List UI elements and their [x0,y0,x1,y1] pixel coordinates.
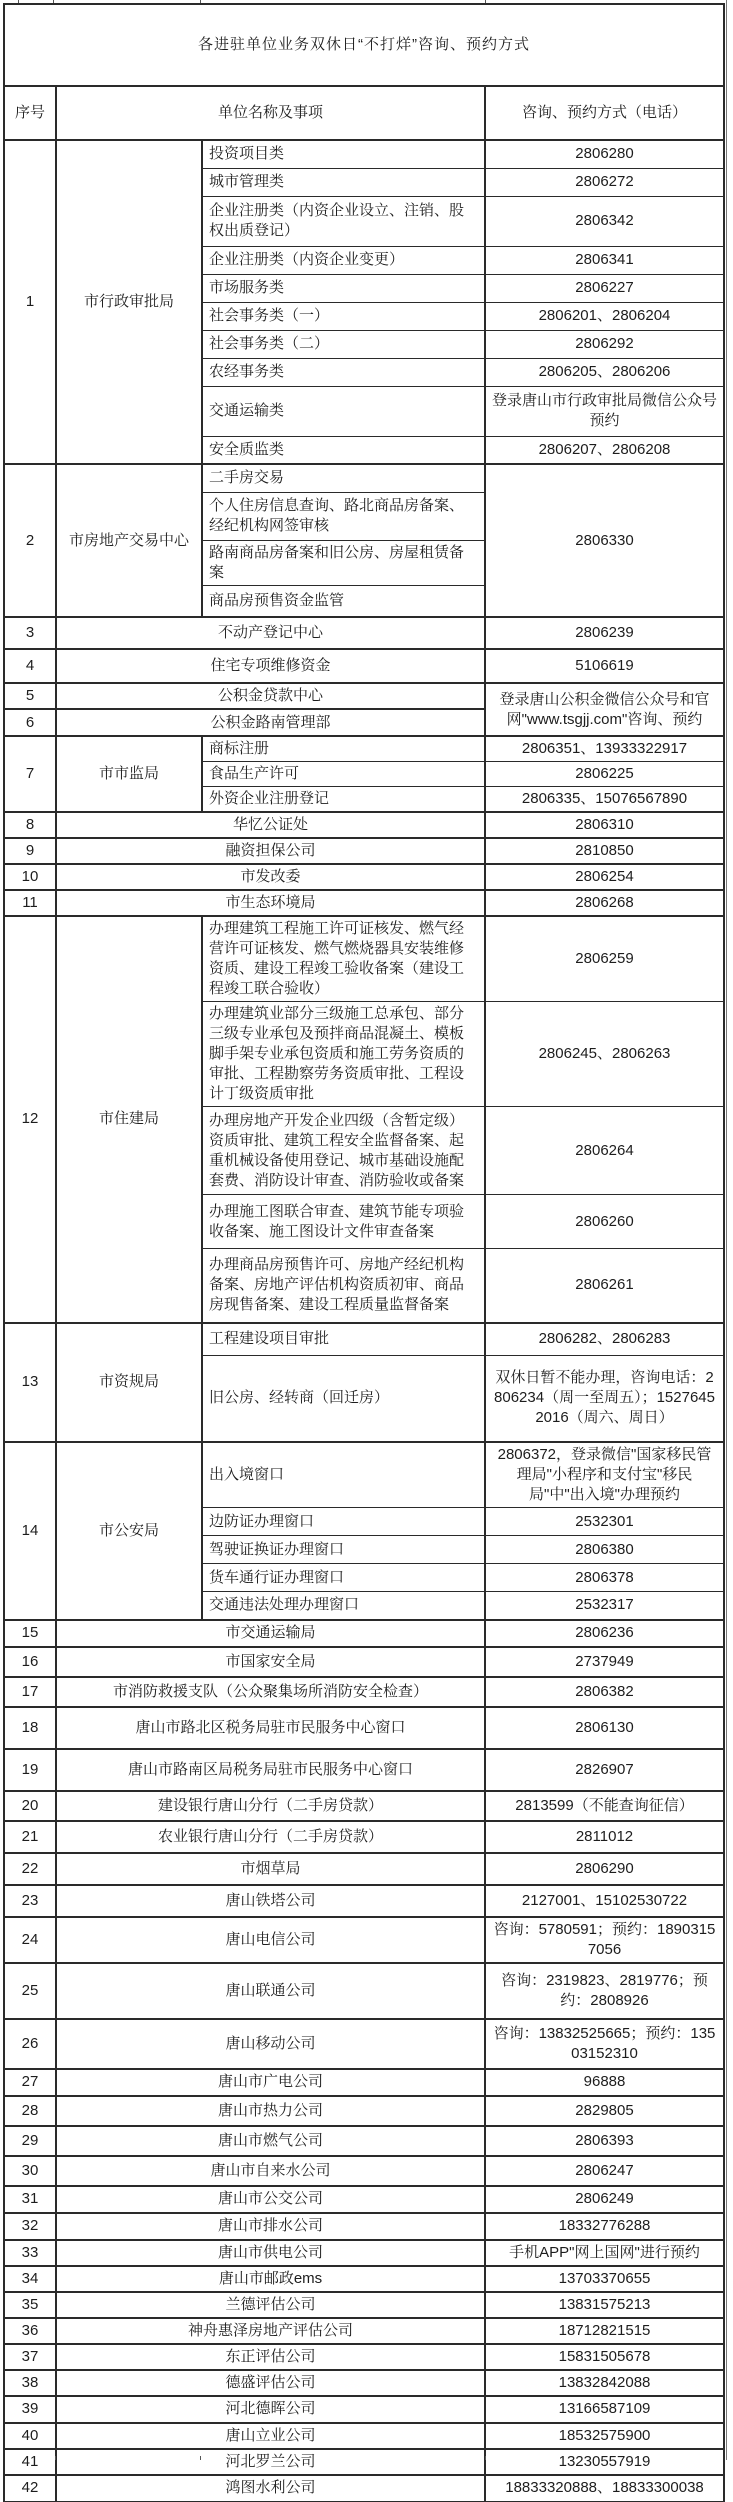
unit-row [4,2370,724,2396]
phone-cell: 2806292 [485,330,724,358]
unit-row [4,1885,724,1917]
phone-cell: 2826907 [485,1749,724,1791]
unit-name-cell: 市市监局 [56,736,202,812]
item-cell: 社会事务类（二） [202,330,485,358]
item-cell: 外资企业注册登记 [202,787,485,813]
item-cell: 交通运输类 [202,386,485,436]
unit-row [4,2069,724,2096]
row-number-cell: 17 [4,1677,56,1707]
unit-row [4,1677,724,1707]
phone-cell: 5106619 [485,649,724,683]
unit-row [4,2186,724,2213]
phone-cell: 2806382 [485,1677,724,1707]
unit-row [4,2156,724,2186]
phone-cell: 2806342 [485,196,724,246]
phone-cell: 2806254 [485,864,724,890]
unit-name-cell: 农业银行唐山分行（二手房贷款） [56,1821,485,1853]
unit-row [4,2266,724,2292]
row-number-cell: 26 [4,2019,56,2069]
item-cell: 市场服务类 [202,274,485,302]
row-number-cell: 36 [4,2318,56,2344]
unit-name-cell: 东正评估公司 [56,2344,485,2370]
unit-name-cell: 唐山市路北区税务局驻市民服务中心窗口 [56,1707,485,1749]
row-number-cell: 13 [4,1323,56,1442]
unit-name-cell: 唐山市邮政ems [56,2266,485,2292]
phone-cell: 2806245、2806263 [485,1002,724,1107]
phone-cell: 手机APP"网上国网"进行预约 [485,2240,724,2266]
row-number-cell: 35 [4,2292,56,2318]
gridline-fragment [200,2456,201,2460]
unit-name-cell: 市住建局 [56,916,202,1323]
unit-name-cell: 唐山立业公司 [56,2423,485,2449]
unit-name-cell: 不动产登记中心 [56,617,485,649]
phone-cell: 2806335、15076567890 [485,787,724,813]
unit-name-cell: 唐山铁塔公司 [56,1885,485,1917]
item-cell: 交通违法处理办理窗口 [202,1592,485,1620]
phone-cell: 2806272 [485,168,724,196]
row-number-cell: 30 [4,2156,56,2186]
phone-cell: 登录唐山公积金微信公众号和官网"www.tsgjj.com"咨询、预约 [485,683,724,736]
unit-name-cell: 唐山联通公司 [56,1963,485,2019]
item-cell: 驾驶证换证办理窗口 [202,1536,485,1564]
gridline-fragment [485,0,486,3]
unit-row [4,2423,724,2449]
unit-item-row [4,464,724,492]
phone-cell: 2806282、2806283 [485,1323,724,1356]
phone-cell: 2806225 [485,762,724,787]
phone-cell: 2806393 [485,2126,724,2156]
header-row [4,86,724,140]
row-number-cell: 21 [4,1821,56,1853]
unit-name-cell: 德盛评估公司 [56,2370,485,2396]
phone-cell: 2806205、2806206 [485,358,724,386]
row-number-cell: 23 [4,1885,56,1917]
phone-cell: 咨询：5780591；预约：18903157056 [485,1917,724,1963]
item-cell: 企业注册类（内资企业变更） [202,246,485,274]
row-number-cell: 2 [4,464,56,617]
unit-name-cell: 兰德评估公司 [56,2292,485,2318]
row-number-cell: 29 [4,2126,56,2156]
phone-cell: 18833320888、18833300038 [485,2475,724,2502]
row-number-cell: 37 [4,2344,56,2370]
row-number-cell: 5 [4,683,56,709]
unit-name-cell: 唐山市广电公司 [56,2069,485,2096]
phone-cell: 2806372，登录微信"国家移民管理局"小程序和支付宝"移民局"中"出入境"办理预约 [485,1442,724,1508]
unit-name-cell: 河北德晖公司 [56,2396,485,2423]
row-number-cell: 11 [4,890,56,916]
phone-cell: 2806341 [485,246,724,274]
phone-cell: 2810850 [485,838,724,864]
unit-row [4,1853,724,1885]
row-number-cell: 39 [4,2396,56,2423]
phone-cell: 2806236 [485,1620,724,1647]
unit-name-cell: 住宅专项维修资金 [56,649,485,683]
unit-name-cell: 市消防救援支队（公众聚集场所消防安全检查） [56,1677,485,1707]
unit-item-row [4,916,724,1002]
gridline-fragment [485,2456,486,2460]
unit-name-cell: 市房地产交易中心 [56,464,202,617]
row-number-cell: 28 [4,2096,56,2126]
unit-name-cell: 唐山市排水公司 [56,2213,485,2240]
phone-cell: 15831505678 [485,2344,724,2370]
unit-item-row [4,736,724,762]
unit-name-cell: 唐山电信公司 [56,1917,485,1963]
row-number-cell: 32 [4,2213,56,2240]
row-number-cell: 1 [4,140,56,464]
item-cell: 办理商品房预售许可、房地产经纪机构备案、房地产评估机构资质初审、商品房现售备案、建设工程质量监督备案 [202,1249,485,1323]
item-cell: 城市管理类 [202,168,485,196]
item-cell: 路南商品房备案和旧公房、房屋租赁备案 [202,540,485,585]
phone-cell: 2806351、13933322917 [485,736,724,762]
item-cell: 商标注册 [202,736,485,762]
unit-row [4,1917,724,1963]
row-number-cell: 20 [4,1791,56,1821]
unit-name-cell: 唐山市燃气公司 [56,2126,485,2156]
header-phone: 咨询、预约方式（电话） [485,86,724,140]
phone-cell: 2532317 [485,1592,724,1620]
item-cell: 旧公房、经转商（回迁房） [202,1356,485,1442]
phone-cell: 2829805 [485,2096,724,2126]
phone-cell: 2806378 [485,1564,724,1592]
table-title: 各进驻单位业务双休日“不打烊”咨询、预约方式 [4,4,724,86]
unit-row [4,890,724,916]
phone-cell: 2811012 [485,1821,724,1853]
unit-item-row [4,1442,724,1508]
phone-cell: 咨询：2319823、2819776；预约：2808926 [485,1963,724,2019]
unit-row [4,617,724,649]
gridline-fragment [55,2456,56,2460]
unit-row [4,2019,724,2069]
row-number-cell: 19 [4,1749,56,1791]
phone-cell: 双休日暂不能办理，咨询电话：2806234（周一至周五）；15276452016（周六、周日） [485,1356,724,1442]
item-cell: 办理建筑业部分三级施工总承包、部分三级专业承包及预拌商品混凝土、模板脚手架专业承包资质和施工劳务资质的审批、工程勘察劳务资质审批、工程设计丁级资质审批 [202,1002,485,1107]
phone-cell: 2806201、2806204 [485,302,724,330]
item-cell: 办理建筑工程施工许可证核发、燃气经营许可证核发、燃气燃烧器具安装维修资质、建设工程竣工验收备案（建设工程竣工联合验收） [202,916,485,1002]
unit-row [4,2240,724,2266]
item-cell: 企业注册类（内资企业设立、注销、股权出质登记） [202,196,485,246]
row-number-cell: 6 [4,709,56,736]
phone-cell: 18712821515 [485,2318,724,2344]
row-number-cell: 12 [4,916,56,1323]
unit-name-cell: 唐山市自来水公司 [56,2156,485,2186]
unit-name-cell: 公积金贷款中心 [56,683,485,709]
phone-cell: 13832842088 [485,2370,724,2396]
unit-name-cell: 河北罗兰公司 [56,2449,485,2475]
unit-name-cell: 市公安局 [56,1442,202,1620]
row-number-cell: 7 [4,736,56,812]
unit-name-cell: 神舟惠泽房地产评估公司 [56,2318,485,2344]
phone-cell: 2127001、15102530722 [485,1885,724,1917]
unit-name-cell: 建设银行唐山分行（二手房贷款） [56,1791,485,1821]
row-number-cell: 38 [4,2370,56,2396]
phone-cell: 2806247 [485,2156,724,2186]
row-number-cell: 22 [4,1853,56,1885]
phone-cell: 咨询：13832525665；预约：13503152310 [485,2019,724,2069]
unit-row [4,812,724,838]
row-number-cell: 15 [4,1620,56,1647]
unit-name-cell: 唐山移动公司 [56,2019,485,2069]
phone-cell: 2806207、2806208 [485,436,724,464]
row-number-cell: 9 [4,838,56,864]
gridline-fragment [200,0,201,3]
phone-cell: 13166587109 [485,2396,724,2423]
table-body [4,4,724,2502]
item-cell: 二手房交易 [202,464,485,492]
unit-row [4,2318,724,2344]
unit-item-row [4,140,724,168]
unit-name-cell: 唐山市公交公司 [56,2186,485,2213]
row-number-cell: 10 [4,864,56,890]
unit-row [4,649,724,683]
phone-cell: 18332776288 [485,2213,724,2240]
phone-cell: 登录唐山市行政审批局微信公众号预约 [485,386,724,436]
unit-row [4,2449,724,2475]
phone-cell: 2806380 [485,1536,724,1564]
unit-row [4,2475,724,2502]
unit-name-cell: 市行政审批局 [56,140,202,464]
phone-cell: 2806249 [485,2186,724,2213]
header-unit: 单位名称及事项 [56,86,485,140]
phone-cell: 18532575900 [485,2423,724,2449]
phone-cell: 2806239 [485,617,724,649]
unit-name-cell: 融资担保公司 [56,838,485,864]
item-cell: 个人住房信息查询、路北商品房备案、经纪机构网签审核 [202,492,485,540]
unit-row [4,1749,724,1791]
unit-name-cell: 公积金路南管理部 [56,709,485,736]
unit-row [4,1707,724,1749]
unit-row [4,2396,724,2423]
unit-name-cell: 市发改委 [56,864,485,890]
unit-name-cell: 唐山市供电公司 [56,2240,485,2266]
unit-row [4,2213,724,2240]
row-number-cell: 25 [4,1963,56,2019]
header-no: 序号 [4,86,56,140]
phone-cell: 2806227 [485,274,724,302]
unit-name-cell: 市生态环境局 [56,890,485,916]
row-number-cell: 40 [4,2423,56,2449]
item-cell: 商品房预售资金监管 [202,585,485,617]
phone-cell: 2737949 [485,1647,724,1677]
unit-row [4,838,724,864]
service-hotline-table [3,3,725,2502]
phone-cell: 13703370655 [485,2266,724,2292]
unit-row [4,2344,724,2370]
phone-cell: 2806130 [485,1707,724,1749]
unit-name-cell: 鸿图水利公司 [56,2475,485,2502]
unit-row [4,1821,724,1853]
phone-cell: 2806268 [485,890,724,916]
unit-name-cell: 华忆公证处 [56,812,485,838]
unit-row [4,2096,724,2126]
phone-cell: 13230557919 [485,2449,724,2475]
unit-name-cell: 市资规局 [56,1323,202,1442]
item-cell: 边防证办理窗口 [202,1508,485,1536]
row-number-cell: 14 [4,1442,56,1620]
row-number-cell: 8 [4,812,56,838]
item-cell: 办理房地产开发企业四级（含暂定级）资质审批、建筑工程安全监督备案、起重机械设备使用登记、城市基础设施配套费、消防设计审查、消防验收或备案 [202,1107,485,1195]
row-number-cell: 16 [4,1647,56,1677]
row-number-cell: 42 [4,2475,56,2502]
phone-cell: 2806260 [485,1195,724,1249]
gridline-fragment [18,0,19,3]
phone-cell: 2806259 [485,916,724,1002]
unit-row [4,864,724,890]
item-cell: 工程建设项目审批 [202,1323,485,1356]
item-cell: 安全质监类 [202,436,485,464]
row-number-cell: 27 [4,2069,56,2096]
unit-name-cell: 市烟草局 [56,1853,485,1885]
unit-row [4,1647,724,1677]
phone-cell: 2806261 [485,1249,724,1323]
unit-row [4,683,724,709]
phone-cell: 2806330 [485,464,724,617]
unit-name-cell: 唐山市路南区局税务局驻市民服务中心窗口 [56,1749,485,1791]
row-number-cell: 3 [4,617,56,649]
item-cell: 投资项目类 [202,140,485,168]
phone-cell: 2806264 [485,1107,724,1195]
row-number-cell: 33 [4,2240,56,2266]
unit-row [4,1963,724,2019]
phone-cell: 13831575213 [485,2292,724,2318]
item-cell: 出入境窗口 [202,1442,485,1508]
row-number-cell: 4 [4,649,56,683]
unit-row [4,1791,724,1821]
unit-name-cell: 市国家安全局 [56,1647,485,1677]
row-number-cell: 41 [4,2449,56,2475]
unit-item-row [4,1323,724,1356]
phone-cell: 2806290 [485,1853,724,1885]
row-number-cell: 24 [4,1917,56,1963]
unit-row [4,2126,724,2156]
item-cell: 食品生产许可 [202,762,485,787]
unit-row [4,2292,724,2318]
unit-row [4,1620,724,1647]
row-number-cell: 31 [4,2186,56,2213]
item-cell: 社会事务类（一） [202,302,485,330]
phone-cell: 2532301 [485,1508,724,1536]
item-cell: 办理施工图联合审查、建筑节能专项验收备案、施工图设计文件审查备案 [202,1195,485,1249]
phone-cell: 2813599（不能查询征信） [485,1791,724,1821]
unit-name-cell: 唐山市热力公司 [56,2096,485,2126]
gridline-fragment [53,0,54,3]
item-cell: 货车通行证办理窗口 [202,1564,485,1592]
item-cell: 农经事务类 [202,358,485,386]
row-number-cell: 34 [4,2266,56,2292]
title-row [4,4,724,86]
phone-cell: 96888 [485,2069,724,2096]
phone-cell: 2806310 [485,812,724,838]
row-number-cell: 18 [4,1707,56,1749]
unit-name-cell: 市交通运输局 [56,1620,485,1647]
phone-cell: 2806280 [485,140,724,168]
gridline-fragment [726,0,727,2460]
